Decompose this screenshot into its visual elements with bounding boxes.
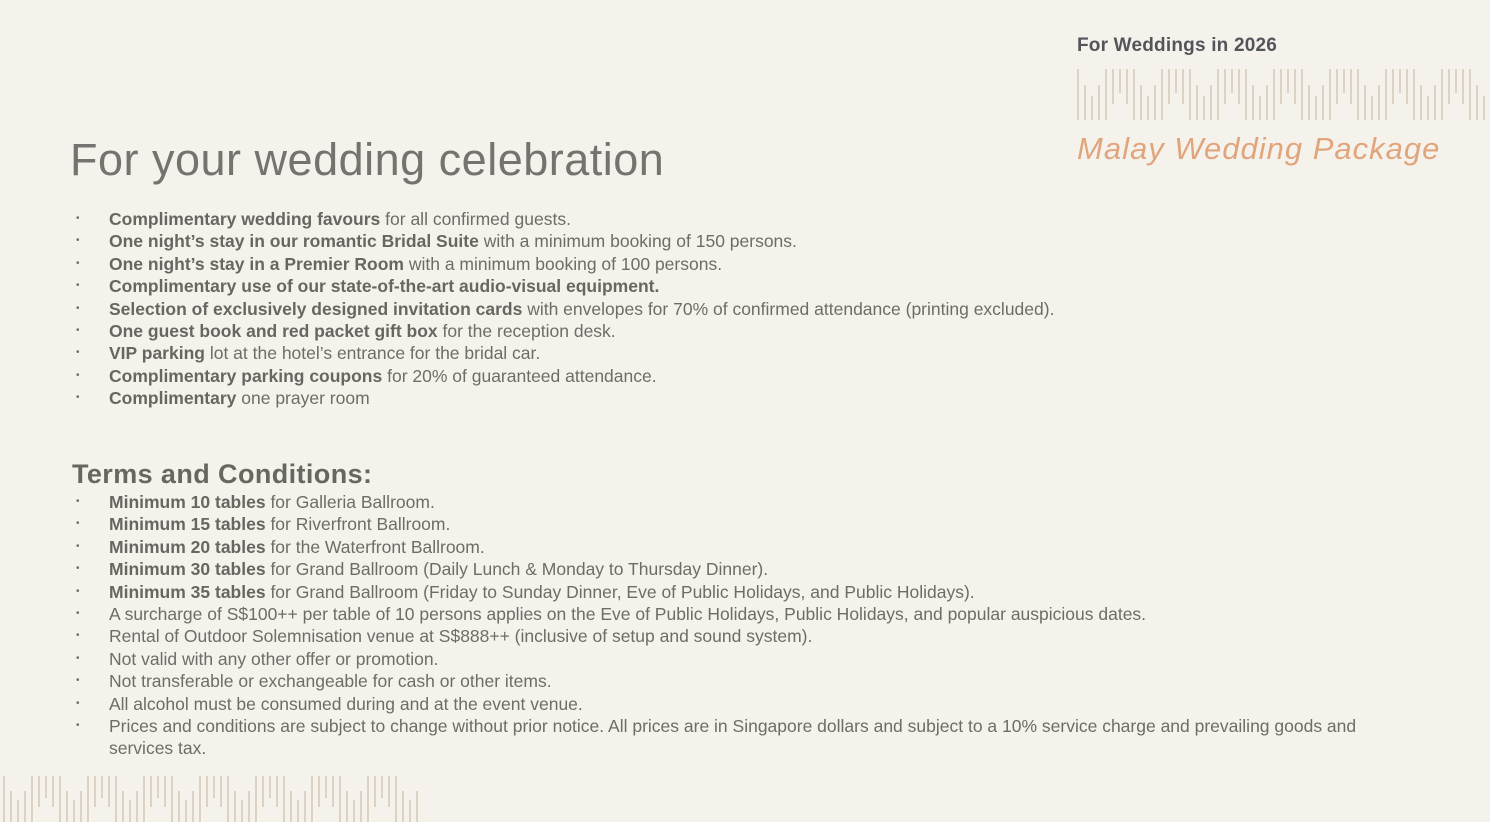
soundwave-bar xyxy=(1385,69,1387,120)
soundwave-bar xyxy=(129,800,131,822)
list-item-text: Not valid with any other offer or promotion. xyxy=(109,648,439,669)
bullet-icon: • xyxy=(76,720,80,732)
soundwave-bar xyxy=(339,776,341,822)
soundwave-bar xyxy=(1315,96,1317,120)
list-item xyxy=(72,253,1362,275)
soundwave-bar xyxy=(59,776,61,822)
bullet-icon: • xyxy=(76,325,80,337)
soundwave-bar xyxy=(192,791,194,822)
soundwave-bar xyxy=(1245,69,1247,120)
bullet-icon: • xyxy=(76,608,80,620)
soundwave-bar xyxy=(1175,69,1177,93)
page-title: For your wedding celebration xyxy=(70,134,665,186)
bullet-icon: • xyxy=(76,518,80,530)
soundwave-bar xyxy=(185,800,187,822)
soundwave-bar xyxy=(311,776,313,822)
soundwave-bar xyxy=(1441,69,1443,120)
soundwave-bar xyxy=(262,776,264,807)
soundwave-bar xyxy=(1364,85,1366,120)
soundwave-bar xyxy=(416,791,418,822)
bullet-icon: • xyxy=(76,585,80,597)
soundwave-bar xyxy=(276,776,278,807)
bullet-icon: • xyxy=(76,540,80,552)
list-item xyxy=(72,387,1362,409)
list-item xyxy=(72,536,1362,558)
soundwave-bar xyxy=(1294,69,1296,104)
soundwave-bar xyxy=(206,776,208,807)
soundwave-bar xyxy=(1483,96,1485,120)
soundwave-bar xyxy=(1147,96,1149,120)
list-item xyxy=(72,625,1362,647)
soundwave-bar xyxy=(1266,85,1268,120)
soundwave-bar xyxy=(1217,69,1219,120)
soundwave-bar xyxy=(381,776,383,798)
soundwave-bar xyxy=(1133,69,1135,120)
bullet-icon: • xyxy=(76,675,80,687)
soundwave-bar xyxy=(353,800,355,822)
bullet-icon: • xyxy=(76,213,80,224)
soundwave-bar xyxy=(1105,69,1107,120)
soundwave-bar xyxy=(1462,69,1464,104)
list-item-text: Selection of exclusively designed invitation cards with envelopes for 70% of confirmed attendance (printing excluded). xyxy=(109,298,1055,319)
bullet-icon: • xyxy=(76,630,80,642)
list-item-text: Minimum 30 tables for Grand Ballroom (Daily Lunch & Monday to Thursday Dinner). xyxy=(109,559,769,580)
list-item xyxy=(72,275,1362,297)
soundwave-bar xyxy=(1343,69,1345,93)
soundwave-bar xyxy=(1112,69,1114,104)
soundwave-bar xyxy=(297,800,299,822)
bullet-icon: • xyxy=(76,369,80,381)
soundwave-bar xyxy=(1259,96,1261,120)
soundwave-bar xyxy=(241,800,243,822)
list-item xyxy=(72,558,1362,580)
soundwave-bar xyxy=(388,776,390,807)
inclusions-list xyxy=(72,208,1362,410)
list-item-text: Not transferable or exchangeable for cash or other items. xyxy=(109,671,552,692)
soundwave-bar xyxy=(38,776,40,807)
soundwave-bar xyxy=(248,791,250,822)
soundwave-bar xyxy=(80,791,82,822)
soundwave-bar xyxy=(1091,96,1093,120)
soundwave-bar xyxy=(304,791,306,822)
soundwave-bar xyxy=(66,791,68,822)
bullet-icon: • xyxy=(76,257,80,269)
soundwave-bar xyxy=(3,776,5,822)
soundwave-bar xyxy=(45,776,47,798)
soundwave-bar xyxy=(1189,69,1191,120)
soundwave-bar xyxy=(1301,69,1303,120)
soundwave-bar xyxy=(52,776,54,807)
list-item-text: One guest book and red packet gift box for the reception desk. xyxy=(109,321,616,342)
soundwave-bar xyxy=(1371,96,1373,120)
soundwave-bar xyxy=(24,791,26,822)
soundwave-bar xyxy=(1203,96,1205,120)
soundwave-bar xyxy=(1210,85,1212,120)
bullet-icon: • xyxy=(76,652,80,664)
list-item xyxy=(72,208,1362,230)
soundwave-bar xyxy=(157,776,159,798)
bullet-icon: • xyxy=(76,280,80,292)
soundwave-bar xyxy=(143,776,145,822)
soundwave-bar xyxy=(1448,69,1450,104)
list-item-text: Minimum 35 tables for Grand Ballroom (Friday to Sunday Dinner, Eve of Public Holidays, and Public Holidays). xyxy=(109,581,975,602)
soundwave-bar xyxy=(1329,69,1331,120)
list-item xyxy=(72,342,1362,364)
soundwave-bar xyxy=(1154,85,1156,120)
soundwave-bar xyxy=(101,776,103,798)
soundwave-bar xyxy=(1161,69,1163,120)
soundwave-bar xyxy=(409,800,411,822)
soundwave-bar xyxy=(122,791,124,822)
soundwave-bar xyxy=(1357,69,1359,120)
page-edge-bottom xyxy=(0,822,1495,827)
soundwave-bar xyxy=(332,776,334,807)
list-item xyxy=(72,648,1362,670)
page-edge-right xyxy=(1490,0,1495,827)
soundwave-bar xyxy=(1399,69,1401,93)
bullet-icon: • xyxy=(76,697,80,709)
soundwave-bar xyxy=(164,776,166,807)
soundwave-bar xyxy=(346,791,348,822)
soundwave-bar xyxy=(1182,69,1184,104)
list-item xyxy=(72,230,1362,252)
list-item-text: One night’s stay in our romantic Bridal Suite with a minimum booking of 150 persons. xyxy=(109,231,797,252)
header-tagline: For Weddings in 2026 xyxy=(1077,35,1278,56)
soundwave-bar xyxy=(1434,85,1436,120)
soundwave-bar xyxy=(136,791,138,822)
soundwave-bar xyxy=(395,776,397,822)
soundwave-decoration-bottom xyxy=(3,776,418,822)
list-item-text: Prices and conditions are subject to change without prior notice. All prices are in Singapore dollars and subject to a 10% service charge and prevailing goods and services tax. xyxy=(109,716,1357,759)
list-item-text: Complimentary use of our state-of-the-art audio-visual equipment. xyxy=(109,276,660,297)
soundwave-bar xyxy=(1287,69,1289,93)
bullet-icon: • xyxy=(76,563,80,575)
soundwave-bar xyxy=(1469,69,1471,120)
bullet-icon: • xyxy=(76,347,80,359)
soundwave-bar xyxy=(1252,85,1254,120)
soundwave-bar xyxy=(199,776,201,822)
soundwave-bar xyxy=(290,791,292,822)
package-name: Malay Wedding Package xyxy=(1077,131,1441,166)
soundwave-bar xyxy=(1476,85,1478,120)
list-item-text: All alcohol must be consumed during and at the event venue. xyxy=(109,693,583,714)
soundwave-bar xyxy=(171,776,173,822)
soundwave-bar xyxy=(94,776,96,807)
soundwave-bar xyxy=(178,791,180,822)
list-item xyxy=(72,581,1362,603)
soundwave-bar xyxy=(227,776,229,822)
soundwave-bar xyxy=(1336,69,1338,104)
soundwave-bar xyxy=(1224,69,1226,104)
soundwave-bar xyxy=(220,776,222,807)
list-item xyxy=(72,320,1362,342)
list-item-text: A surcharge of S$100++ per table of 10 persons applies on the Eve of Public Holidays, Public Holidays, and popular auspicious dates. xyxy=(109,604,1147,625)
soundwave-bar xyxy=(1455,69,1457,93)
soundwave-bar xyxy=(283,776,285,822)
list-item-text: Complimentary one prayer room xyxy=(109,388,370,409)
soundwave-bar xyxy=(1231,69,1233,93)
soundwave-bar xyxy=(10,791,12,822)
soundwave-bar xyxy=(1392,69,1394,104)
soundwave-bar xyxy=(73,800,75,822)
soundwave-bar xyxy=(1168,69,1170,104)
soundwave-bar xyxy=(1406,69,1408,104)
soundwave-bar xyxy=(1077,69,1079,120)
soundwave-bar xyxy=(1273,69,1275,120)
soundwave-bar xyxy=(1350,69,1352,104)
bullet-icon: • xyxy=(76,392,80,404)
list-item-text: Rental of Outdoor Solemnisation venue at S$888++ (inclusive of setup and sound system). xyxy=(109,626,813,647)
list-item-text: Complimentary wedding favours for all confirmed guests. xyxy=(109,209,571,229)
list-item xyxy=(72,715,1362,760)
terms-heading: Terms and Conditions: xyxy=(72,459,373,490)
soundwave-bar xyxy=(1126,69,1128,104)
soundwave-decoration-top xyxy=(1077,69,1490,120)
soundwave-bar xyxy=(1308,85,1310,120)
soundwave-bar xyxy=(1413,69,1415,120)
list-item-text: Minimum 20 tables for the Waterfront Ballroom. xyxy=(109,536,485,557)
list-item xyxy=(72,513,1362,535)
soundwave-bar xyxy=(374,776,376,807)
terms-list xyxy=(72,491,1362,760)
soundwave-bar xyxy=(1322,85,1324,120)
soundwave-bar xyxy=(1119,69,1121,93)
soundwave-bar xyxy=(1140,85,1142,120)
list-item-text: Complimentary parking coupons for 20% of guaranteed attendance. xyxy=(109,365,657,386)
soundwave-bar xyxy=(325,776,327,798)
soundwave-bar xyxy=(1098,85,1100,120)
list-item xyxy=(72,603,1362,625)
soundwave-bar xyxy=(150,776,152,807)
soundwave-bar xyxy=(1420,85,1422,120)
soundwave-bar xyxy=(402,791,404,822)
soundwave-bar xyxy=(255,776,257,822)
list-item xyxy=(72,365,1362,387)
list-item xyxy=(72,298,1362,320)
list-item xyxy=(72,693,1362,715)
list-item-text: VIP parking lot at the hotel’s entrance for the bridal car. xyxy=(109,343,541,364)
bullet-icon: • xyxy=(76,235,80,247)
soundwave-bar xyxy=(1427,96,1429,120)
list-item xyxy=(72,491,1362,513)
soundwave-bar xyxy=(17,800,19,822)
soundwave-bar xyxy=(360,791,362,822)
list-item-text: One night’s stay in a Premier Room with a minimum booking of 100 persons. xyxy=(109,253,723,274)
soundwave-bar xyxy=(367,776,369,822)
bullet-icon: • xyxy=(76,302,80,314)
soundwave-bar xyxy=(269,776,271,798)
soundwave-bar xyxy=(1280,69,1282,104)
soundwave-bar xyxy=(1084,85,1086,120)
list-item xyxy=(72,670,1362,692)
soundwave-bar xyxy=(1378,85,1380,120)
soundwave-bar xyxy=(108,776,110,807)
soundwave-bar xyxy=(1238,69,1240,104)
soundwave-bar xyxy=(318,776,320,807)
list-item-text: Minimum 10 tables for Galleria Ballroom. xyxy=(109,492,435,512)
bullet-icon: • xyxy=(76,496,80,507)
list-item-text: Minimum 15 tables for Riverfront Ballroom. xyxy=(109,514,451,535)
soundwave-bar xyxy=(115,776,117,822)
soundwave-bar xyxy=(213,776,215,798)
soundwave-bar xyxy=(31,776,33,822)
soundwave-bar xyxy=(1196,85,1198,120)
soundwave-bar xyxy=(87,776,89,822)
soundwave-bar xyxy=(234,791,236,822)
